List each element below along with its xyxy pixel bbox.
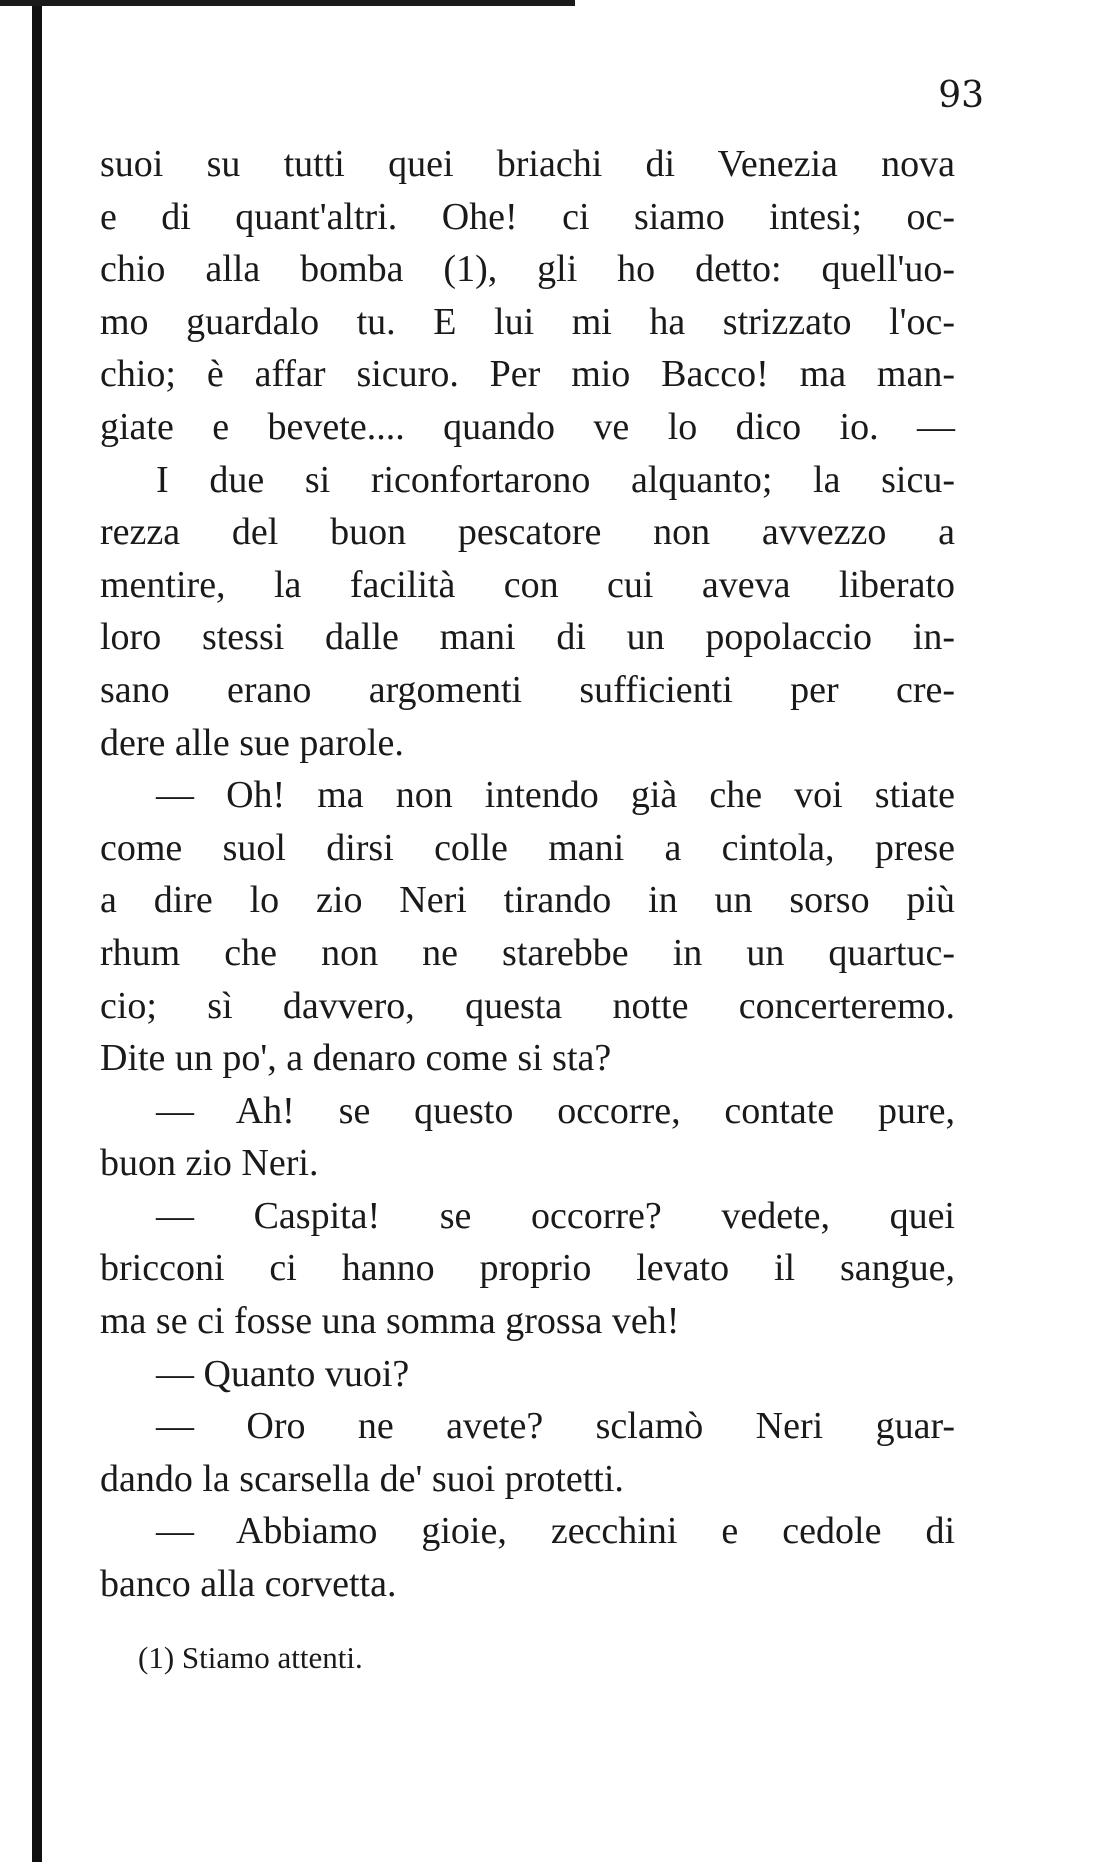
text-line: I due si riconfortarono alquanto; la sicu- xyxy=(156,458,955,501)
binding-edge xyxy=(32,0,42,1862)
page-number: 93 xyxy=(938,75,984,116)
text-line: dando la scarsella de' suoi protetti. xyxy=(100,1457,624,1500)
top-rule xyxy=(0,0,575,6)
text-line: ma se ci fosse una somma grossa veh! xyxy=(100,1300,680,1343)
text-line: — Ah! se questo occorre, contate pure, xyxy=(156,1089,955,1132)
text-line: rezza del buon pescatore non avvezzo a xyxy=(100,511,955,554)
text-line: mo guardalo tu. E lui mi ha strizzato l'oc- xyxy=(100,300,955,343)
text-line: rhum che non ne starebbe in un quartuc- xyxy=(100,931,955,974)
text-line: mentire, la facilità con cui aveva liberato xyxy=(100,563,955,606)
text-line: buon zio Neri. xyxy=(100,1142,319,1185)
text-line: come suol dirsi colle mani a cintola, prese xyxy=(100,826,955,869)
text-line: cio; sì davvero, questa notte concerteremo. xyxy=(100,984,955,1027)
body-text xyxy=(100,138,955,1611)
footnote: (1) Stiamo attenti. xyxy=(138,1640,363,1675)
text-line: giate e bevete.... quando ve lo dico io. — xyxy=(100,405,955,448)
text-line: — Oh! ma non intendo già che voi stiate xyxy=(156,774,955,817)
text-line: loro stessi dalle mani di un popolaccio in- xyxy=(100,616,955,659)
text-line: Dite un po', a denaro come si sta? xyxy=(100,1037,612,1080)
text-line: a dire lo zio Neri tirando in un sorso più xyxy=(100,879,955,922)
text-line: dere alle sue parole. xyxy=(100,721,404,764)
text-line: sano erano argomenti sufficienti per cre- xyxy=(100,668,955,711)
text-line: — Oro ne avete? sclamò Neri guar- xyxy=(156,1405,955,1448)
text-line: chio alla bomba (1), gli ho detto: quell'uo- xyxy=(100,248,955,291)
text-line: — Quanto vuoi? xyxy=(156,1352,410,1395)
text-line: bricconi ci hanno proprio levato il sangue, xyxy=(100,1247,955,1290)
text-line: e di quant'altri. Ohe! ci siamo intesi; oc- xyxy=(100,195,955,238)
text-line: suoi su tutti quei briachi di Venezia nova xyxy=(100,143,955,185)
text-line: — Caspita! se occorre? vedete, quei xyxy=(156,1194,955,1237)
text-line: chio; è affar sicuro. Per mio Bacco! ma man- xyxy=(100,353,955,396)
text-line: banco alla corvetta. xyxy=(100,1563,397,1606)
text-line: — Abbiamo gioie, zecchini e cedole di xyxy=(156,1510,955,1553)
